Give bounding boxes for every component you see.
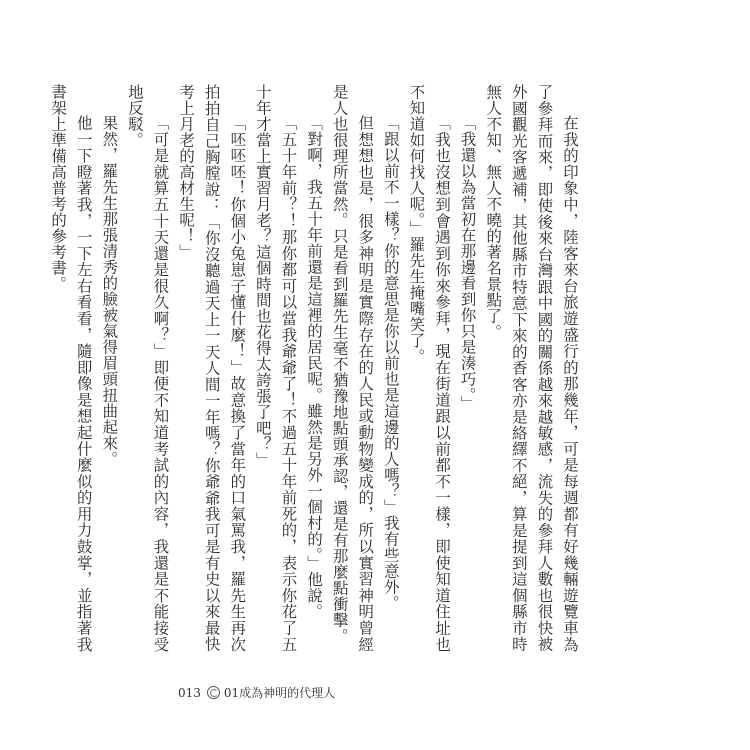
paragraph: 「呸呸呸！你個小兔崽子懂什麼！」故意換了當年的口氣罵我，羅先生再次拍拍自己胸膛說：「你沒聽過天上一天人間一年嗎？你爺爺我可是有史以來最快考上月老的高材生呢！」 [177,84,247,652]
paragraph: 他一下瞪著我，一下左右看看，隨即像是想起什麼似的用力鼓掌，並指著我書架上準備高普考的參考書。 [49,84,93,652]
chapter-mark-icon [207,686,220,699]
page-footer [178,684,335,701]
page-number: 013 [178,685,201,700]
chapter-title: 01成為神明的代理人 [223,686,336,700]
paragraph: 「跟以前不一樣？你的意思是你以前也是這邊的人嗎？」我有些意外。 [381,114,400,611]
paragraph: 果然，羅先生那張清秀的臉被氣得眉頭扭曲起來。 [100,114,119,467]
paragraph: 但想想也是，很多神明是實際存在的人民或動物變成的，所以實習神明曾經是人也很理所當然。只是看到羅先生毫不猶豫地點頭承認，還是有那麼點衝擊。 [330,84,375,652]
paragraph: 「五十年前？！那你都可以當我爺爺了！不過五十年前死的，表示你花了五十年才當上實習月老？這個時間也花得太誇張了吧？」 [253,84,298,652]
paragraph: 「我還以為當初在那邊看到你只是湊巧。」 [458,114,477,412]
body-text [45,84,582,652]
paragraph: 「對啊，我五十年前還是這裡的居民呢。雖然是另外一個村的。」他說。 [305,114,324,620]
paragraph: 在我的印象中，陸客來台旅遊盛行的那幾年，可是每週都有好幾輛遊覽車為了參拜而來，即使後來台灣跟中國的關係越來越敏感，流失的參拜人數也很快被外國觀光客遞補，其他縣市特意下來的香客亦是絡繹不絕，算是提到這個縣市時無人不知、無人不曉的著名景點了。 [484,84,579,652]
paragraph: 「可是就算五十天還是很久啊？」即便不知道考試的內容，我還是不能接受地反駁。 [125,84,170,652]
paragraph: 「我也沒想到會遇到你來參拜，現在街道跟以前都不一樣，即使知道住址也不知道如何找人呢。」羅先生掩嘴笑了。 [407,84,452,652]
